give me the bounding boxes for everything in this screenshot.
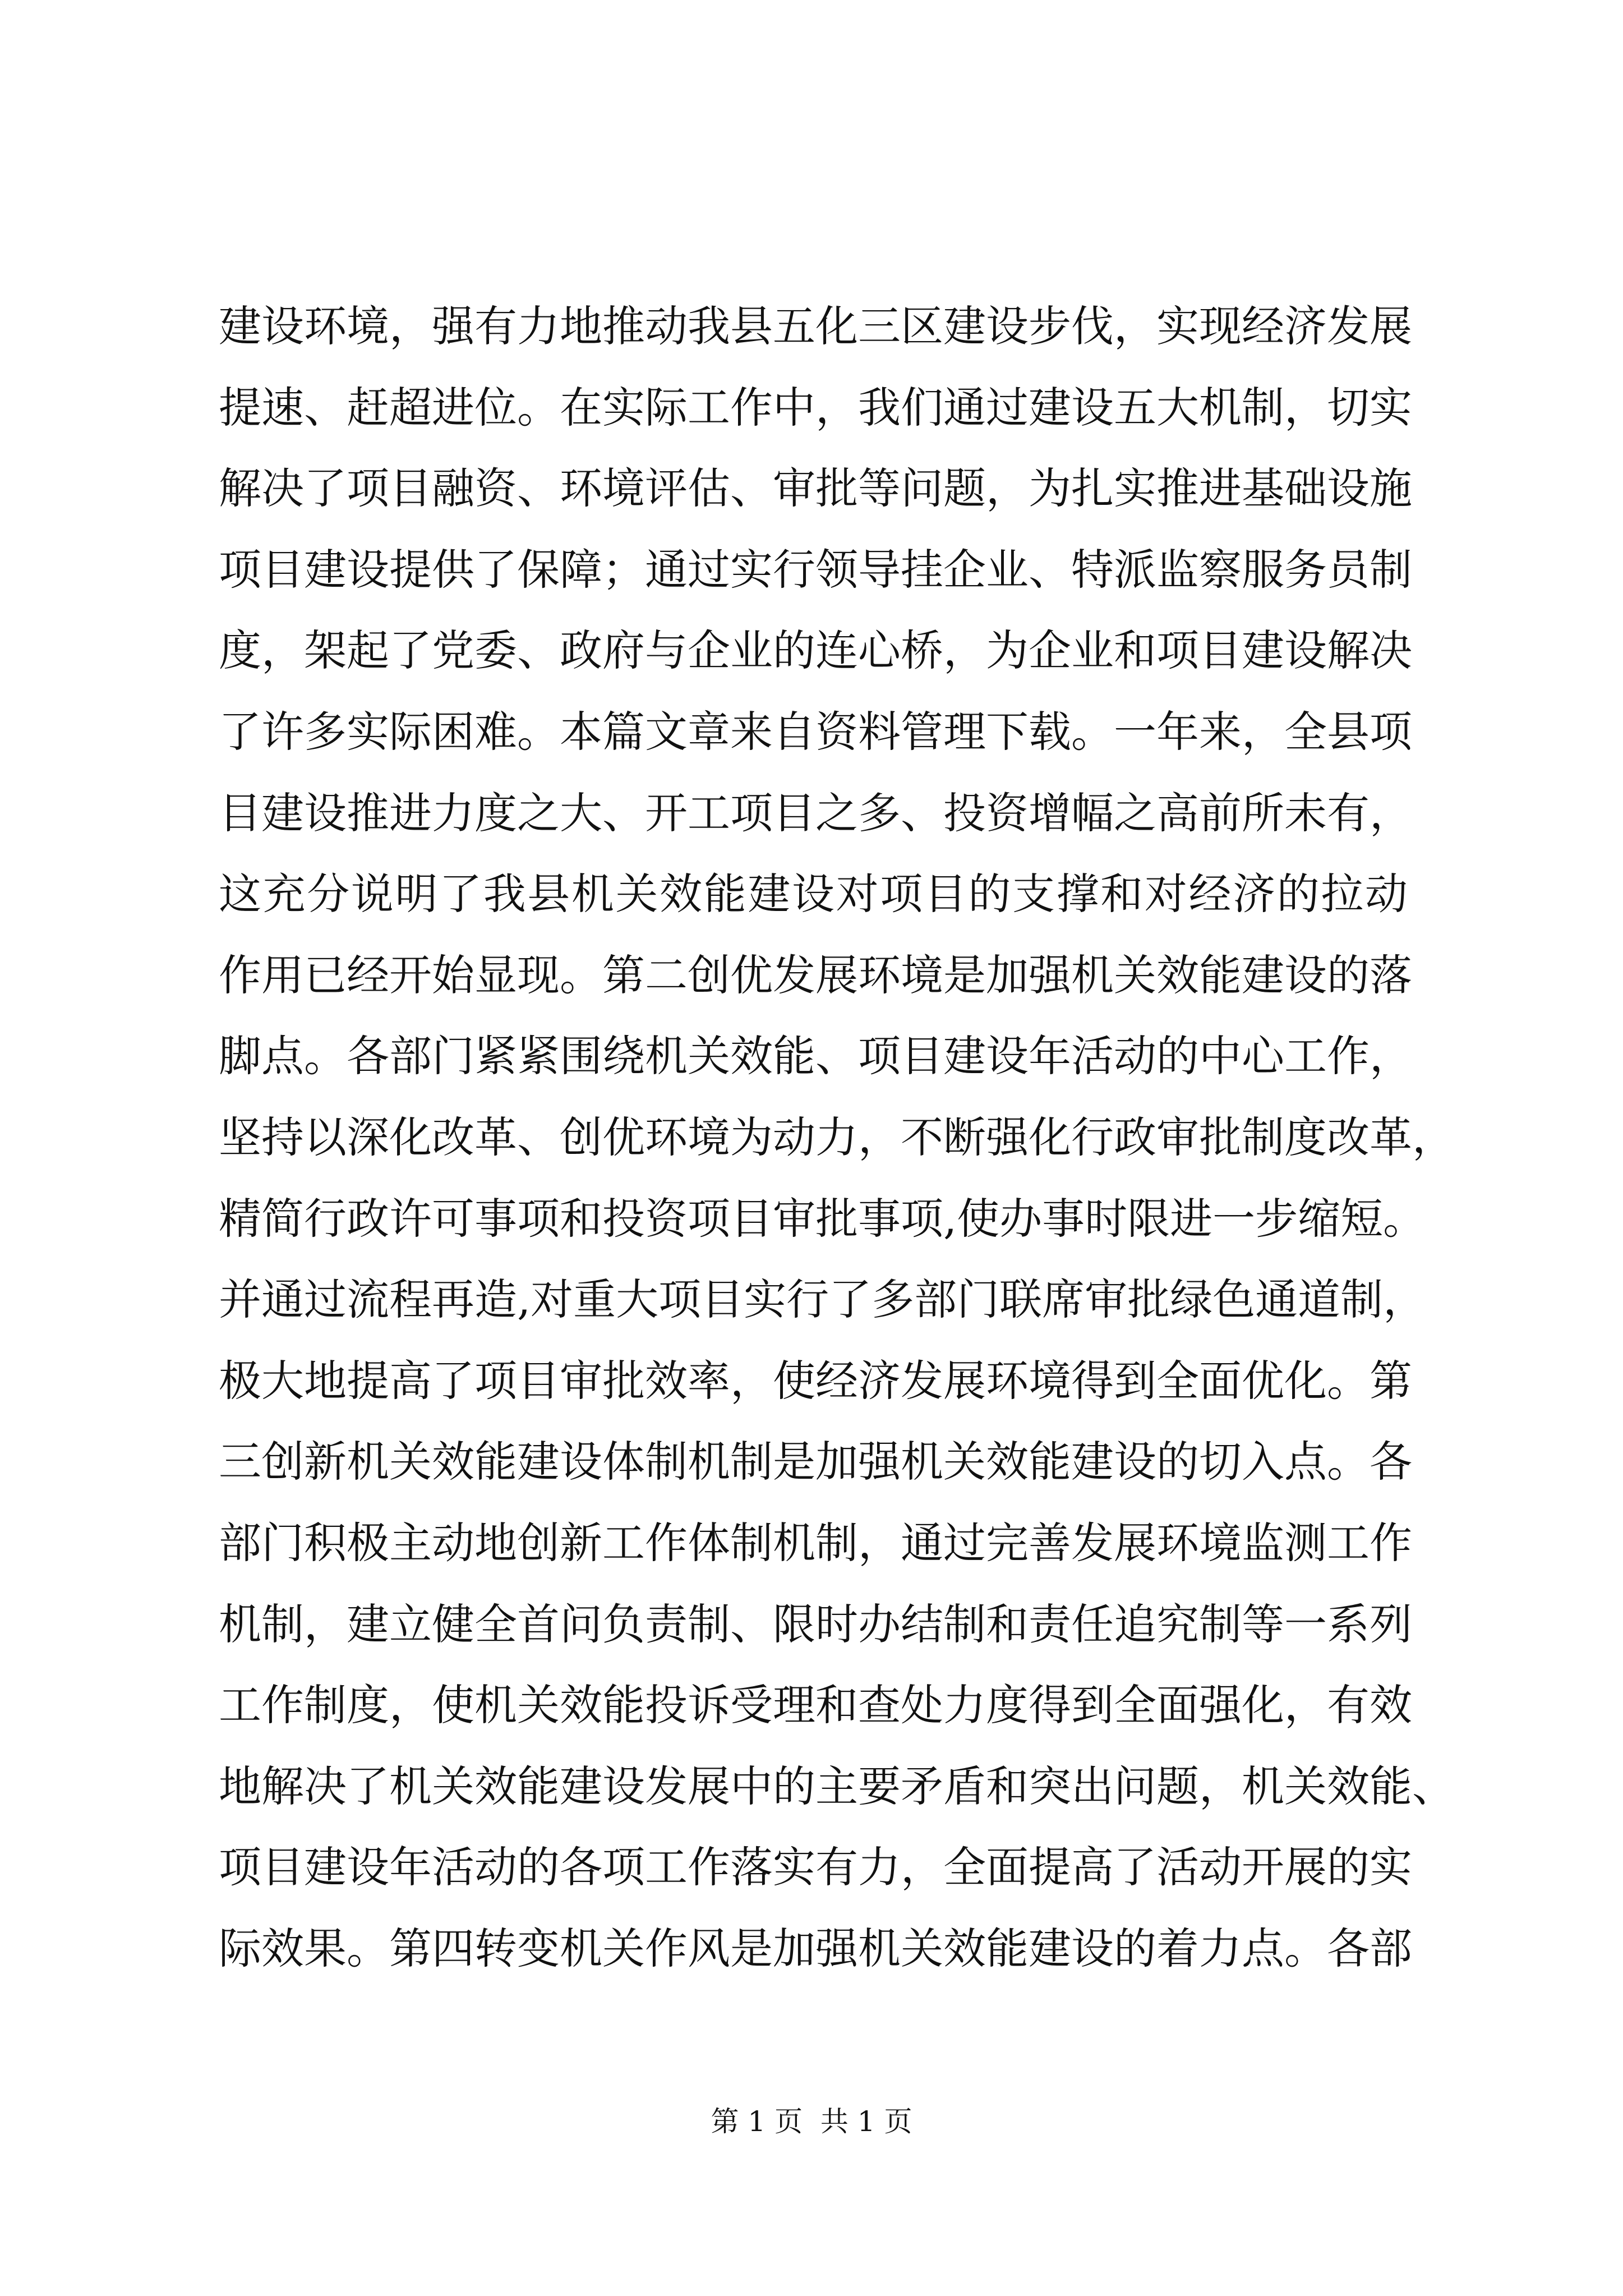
text-line: 项目建设年活动的各项工作落实有力，全面提高了活动开展的实 (219, 1842, 1412, 1893)
text-line: 部门积极主动地创新工作体制机制，通过完善发展环境监测工作 (219, 1517, 1412, 1568)
text-line: 脚点。各部门紧紧围绕机关效能、项目建设年活动的中心工作， (219, 1031, 1412, 1082)
page-number-label: 第 1 页 共 1 页 (711, 2105, 912, 2138)
text-line: 这充分说明了我县机关效能建设对项目的支撑和对经济的拉动 (219, 869, 1408, 919)
text-line: 极大地提高了项目审批效率，使经济发展环境得到全面优化。第 (219, 1355, 1412, 1406)
text-line: 项目建设提供了保障；通过实行领导挂企业、特派监察服务员制 (219, 544, 1412, 595)
text-line: 提速、赶超进位。在实际工作中，我们通过建设五大机制，切实 (219, 382, 1412, 432)
text-line: 并通过流程再造,对重大项目实行了多部门联席审批绿色通道制， (219, 1274, 1426, 1325)
text-line: 坚持以深化改革、创优环境为动力，不断强化行政审批制度改革， (219, 1112, 1455, 1162)
text-line: 精简行政许可事项和投资项目审批事项,使办事时限进一步缩短。 (219, 1193, 1426, 1244)
text-line: 作用已经开始显现。第二创优发展环境是加强机关效能建设的落 (219, 950, 1412, 1000)
text-line: 解决了项目融资、环境评估、审批等问题，为扎实推进基础设施 (219, 463, 1412, 514)
text-line: 地解决了机关效能建设发展中的主要矛盾和突出问题，机关效能、 (219, 1761, 1455, 1811)
text-line: 机制，建立健全首问负责制、限时办结制和责任追究制等一系列 (219, 1599, 1412, 1649)
text-line: 了许多实际困难。本篇文章来自资料管理下载。一年来，全县项 (219, 706, 1412, 757)
text-line: 建设环境，强有力地推动我县五化三区建设步伐，实现经济发展 (219, 301, 1412, 351)
page-footer (0, 2105, 1623, 2138)
text-line: 目建设推进力度之大、开工项目之多、投资增幅之高前所未有， (219, 788, 1412, 838)
text-line: 度，架起了党委、政府与企业的连心桥，为企业和项目建设解决 (219, 625, 1412, 676)
text-line: 工作制度，使机关效能投诉受理和查处力度得到全面强化，有效 (219, 1680, 1412, 1731)
text-line: 三创新机关效能建设体制机制是加强机关效能建设的切入点。各 (219, 1437, 1412, 1487)
body-paragraph (219, 286, 1455, 1989)
text-line: 际效果。第四转变机关作风是加强机关效能建设的着力点。各部 (219, 1923, 1412, 1973)
